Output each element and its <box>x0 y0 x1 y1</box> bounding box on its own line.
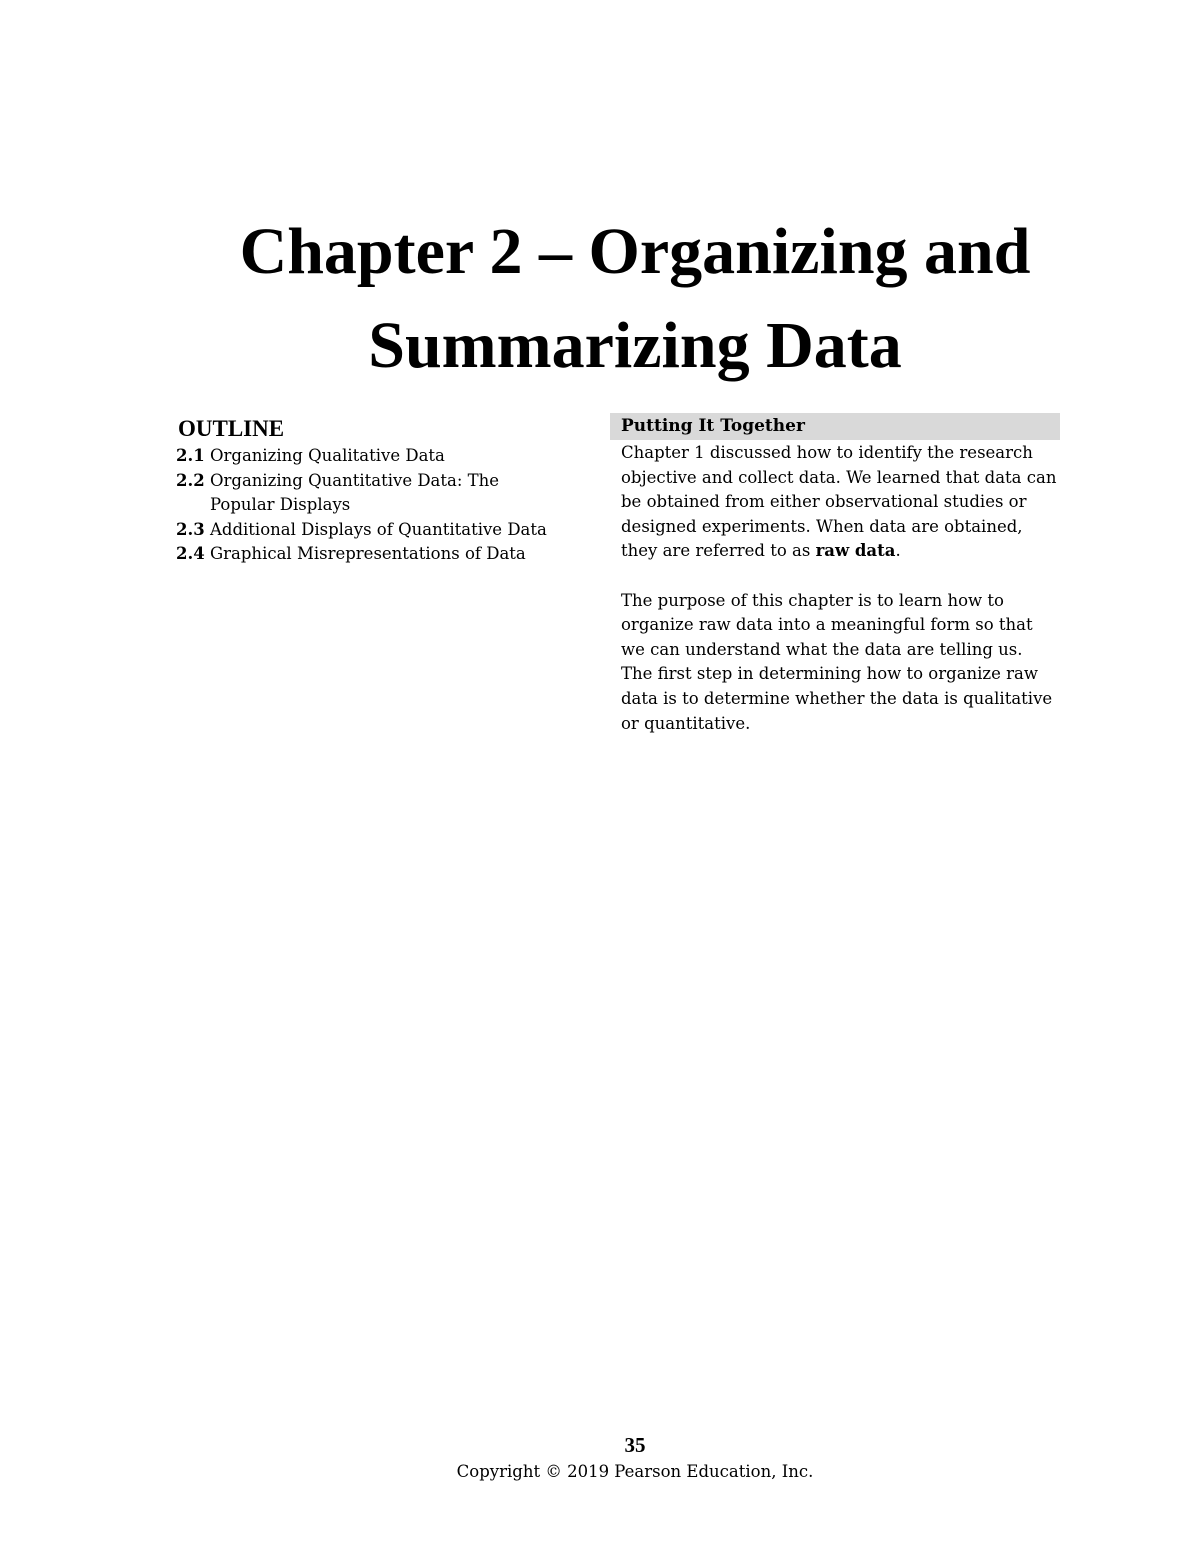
page-title <box>0 205 1200 393</box>
outline-item-2-2 <box>176 469 556 518</box>
sidebar-paragraph-1-text: Chapter 1 discussed how to identify the research objective and collect data. We learned that data can be obtained from either observational studies or designed experiments. When data are obtained, they are referred to as <box>621 443 1057 561</box>
outline-item-text: Additional Displays of Quantitative Data <box>209 519 547 539</box>
outline-item-number: 2.1 <box>176 446 205 465</box>
sidebar-heading: Putting It Together <box>610 413 1060 440</box>
copyright-notice: Copyright © 2019 Pearson Education, Inc. <box>456 1462 814 1481</box>
outline-item-2-4 <box>176 542 556 567</box>
chapter-outline <box>176 414 556 567</box>
page-number: 35 <box>624 1433 646 1457</box>
outline-item-text: Graphical Misrepresentations of Data <box>209 544 526 564</box>
outline-item-text: Organizing Quantitative Data: The Popular Displays <box>209 470 500 515</box>
page-title-line-1: Chapter 2 – Organizing and <box>239 215 1031 288</box>
outline-item-number: 2.4 <box>176 544 205 564</box>
outline-item-number: 2.2 <box>176 470 205 490</box>
page-title-line-2: Summarizing Data <box>368 309 902 382</box>
sidebar-paragraph-1 <box>621 441 1057 564</box>
sidebar-paragraph-2: The purpose of this chapter is to learn how to organize raw data into a meaningful form so that we can understand what the data are telling us. The first step in determining how to organize raw data is to determine whether the data is qualitative or quantitative. <box>621 590 1053 733</box>
outline-item-text: Organizing Qualitative Data <box>209 446 445 465</box>
sidebar-paragraph-1-end: . <box>895 541 901 561</box>
raw-data-term: raw data <box>815 541 896 561</box>
outline-heading: OUTLINE <box>178 416 285 441</box>
outline-item-2-1 <box>176 444 556 469</box>
putting-it-together-box <box>610 413 1060 736</box>
outline-item-2-3 <box>176 518 556 543</box>
outline-list <box>176 444 556 567</box>
outline-item-number: 2.3 <box>176 519 205 539</box>
sidebar-body <box>610 441 1057 736</box>
